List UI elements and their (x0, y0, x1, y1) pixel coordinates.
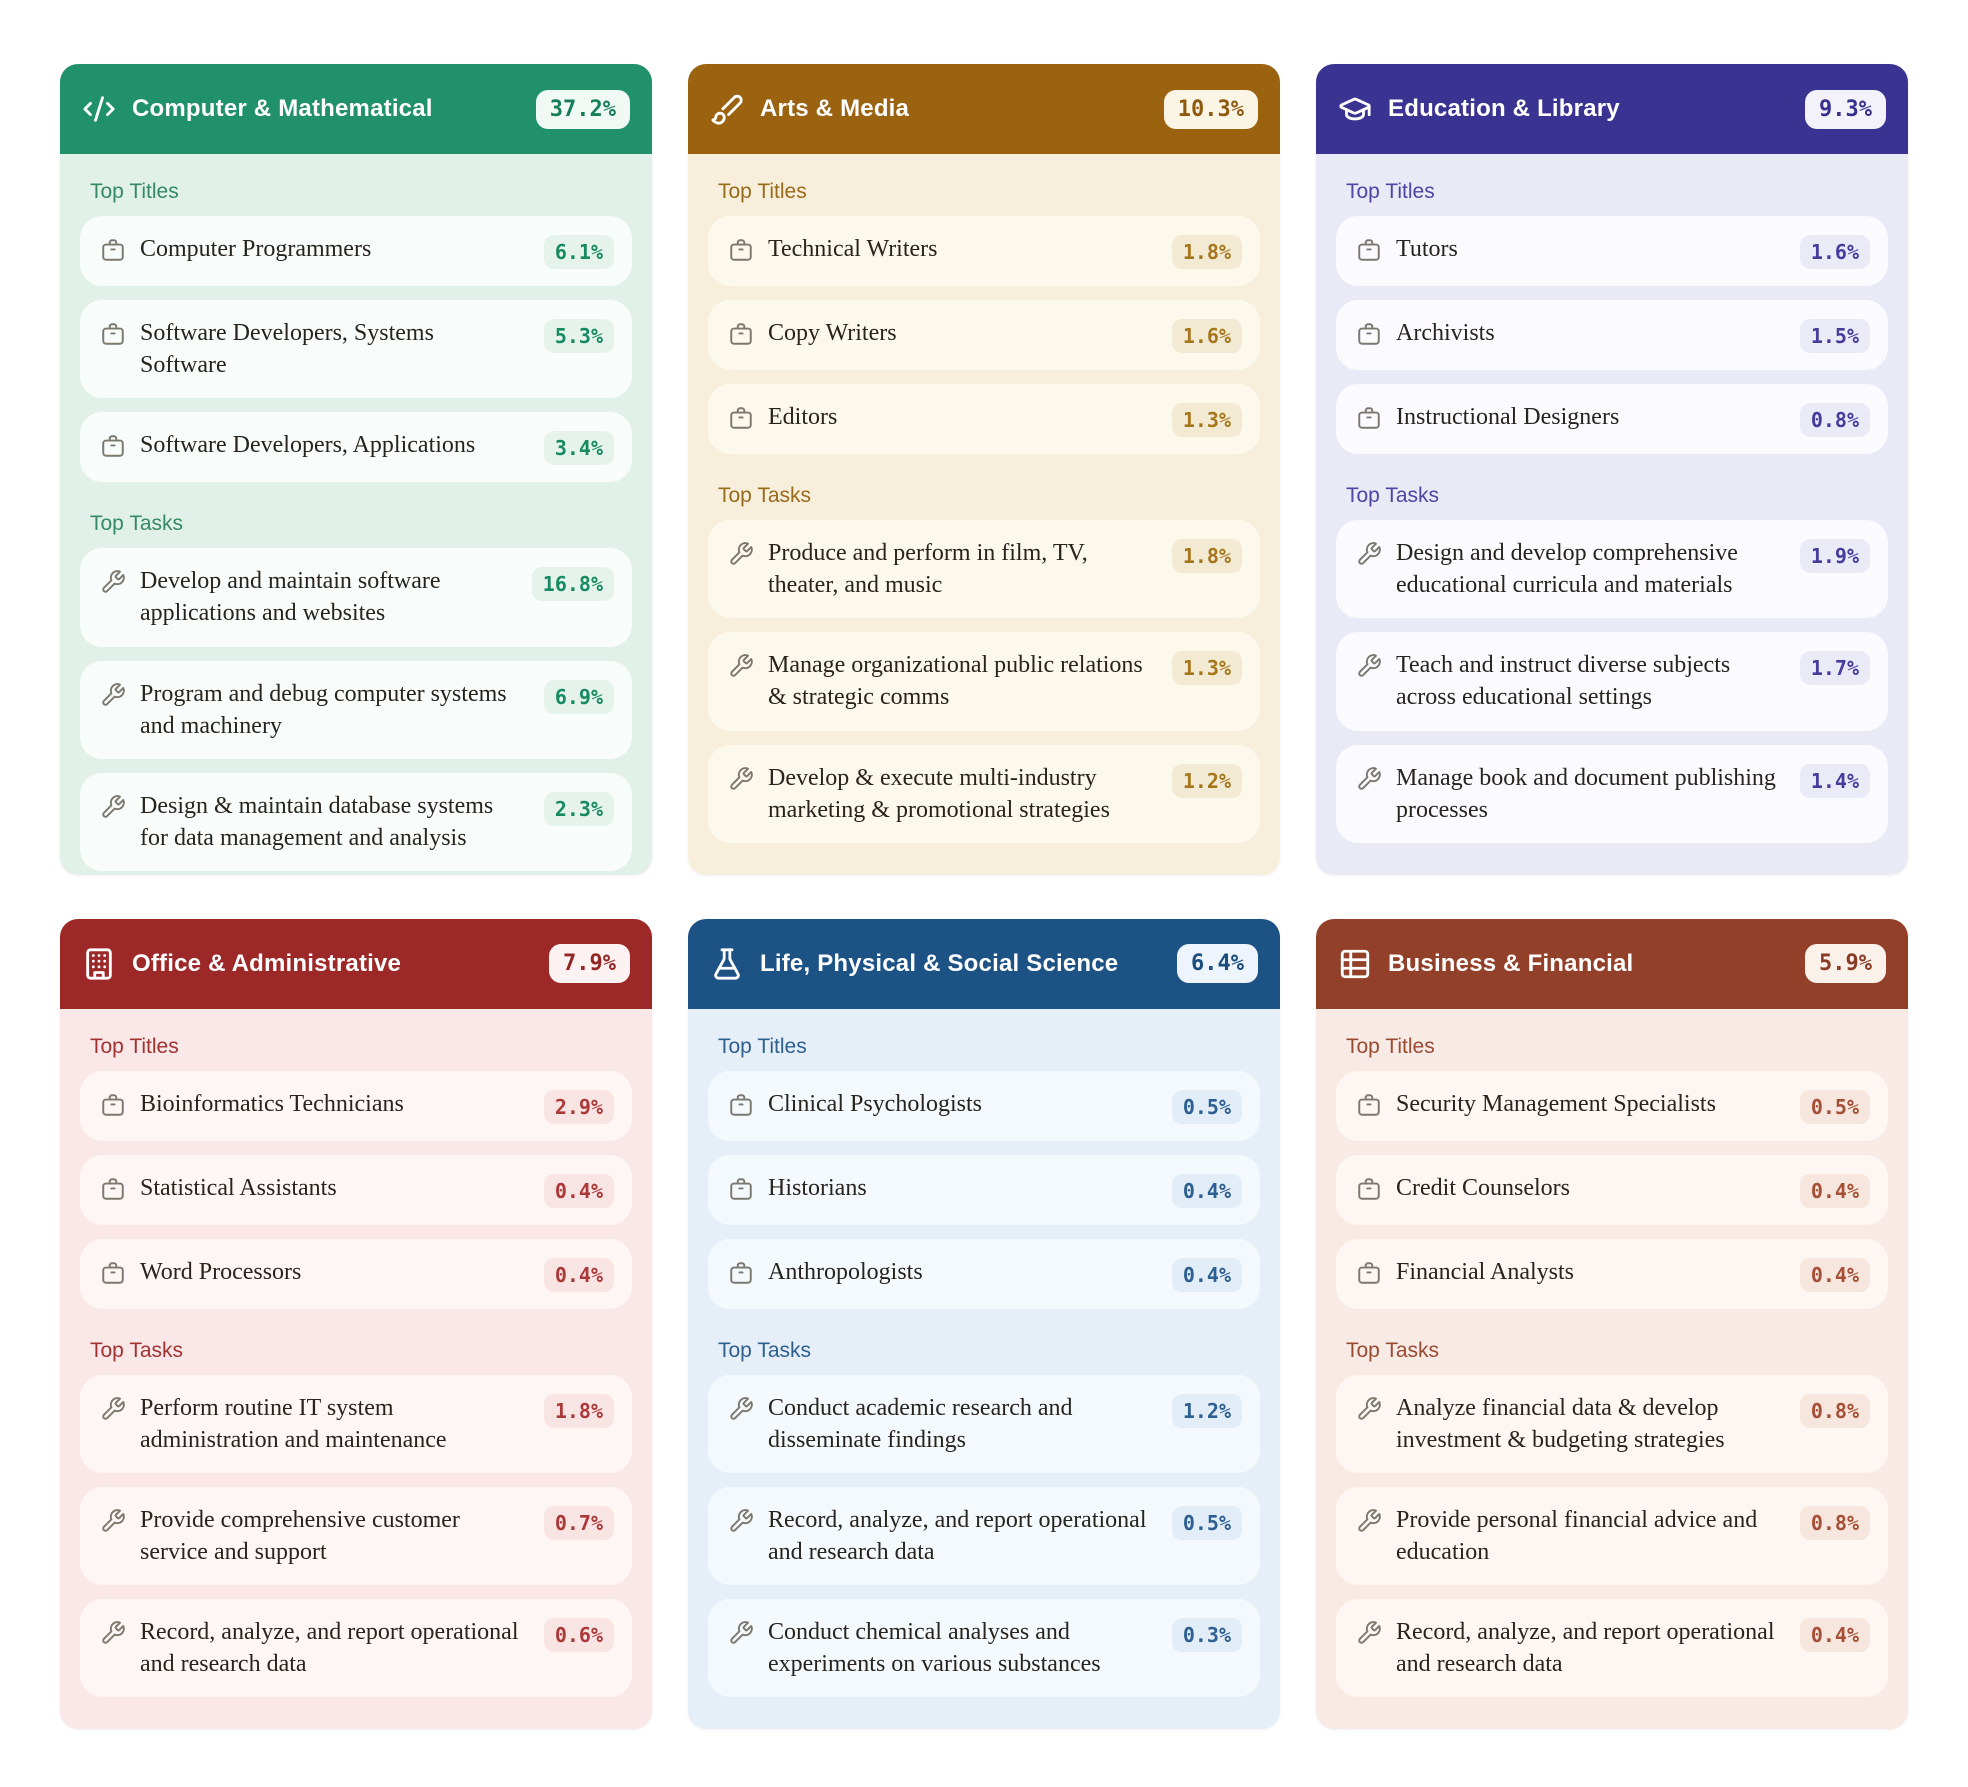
task-item-label: Provide personal financial advice and education (1396, 1506, 1758, 1565)
title-item (708, 1071, 1260, 1141)
task-item-percent: 1.2% (1172, 1394, 1242, 1428)
briefcase-icon (1356, 321, 1382, 347)
task-item-percent: 1.8% (1172, 539, 1242, 573)
title-item (80, 216, 632, 286)
title-item (80, 300, 632, 398)
tasks-list (80, 1375, 632, 1698)
briefcase-icon (728, 1260, 754, 1286)
task-item (80, 1487, 632, 1585)
category-percent-badge: 37.2% (536, 90, 630, 129)
task-item (708, 1599, 1260, 1697)
title-item-label: Technical Writers (768, 236, 938, 262)
briefcase-icon (728, 405, 754, 431)
title-item (80, 412, 632, 482)
wrench-icon (728, 766, 754, 792)
title-item-percent: 0.4% (1172, 1174, 1242, 1208)
category-percent-badge: 10.3% (1164, 90, 1258, 129)
task-item (80, 548, 632, 646)
title-item-percent: 1.8% (1172, 235, 1242, 269)
card-header (60, 64, 652, 154)
paintbrush-icon (710, 92, 744, 126)
category-percent-badge: 6.4% (1177, 944, 1258, 983)
tasks-list (80, 548, 632, 871)
task-item (708, 745, 1260, 843)
card-header (1316, 919, 1908, 1009)
card-header (688, 919, 1280, 1009)
task-item (1336, 632, 1888, 730)
tasks-list (708, 520, 1260, 843)
briefcase-icon (728, 1092, 754, 1118)
title-item (708, 384, 1260, 454)
title-item-label: Software Developers, Applications (140, 432, 476, 459)
briefcase-icon (100, 321, 126, 347)
title-item-percent: 1.6% (1172, 319, 1242, 353)
title-item-label: Anthropologists (768, 1258, 923, 1285)
top-titles-label: Top Titles (90, 180, 179, 203)
graduation-cap-icon (1338, 92, 1372, 126)
title-item-percent: 3.4% (544, 431, 614, 465)
briefcase-icon (1356, 237, 1382, 263)
title-item-percent: 0.8% (1800, 403, 1870, 437)
wrench-icon (1356, 1508, 1382, 1534)
card-education-library (1316, 64, 1908, 875)
wrench-icon (1356, 653, 1382, 679)
title-item-percent: 0.4% (544, 1174, 614, 1208)
title-item-label: Bioinformatics Technicians (140, 1090, 404, 1117)
task-item-label: Design & maintain database systems for data management and analysis (140, 792, 494, 852)
title-item-label: Editors (768, 404, 838, 430)
top-tasks-label: Top Tasks (90, 512, 183, 536)
category-percent-badge: 9.3% (1805, 90, 1886, 129)
wrench-icon (728, 1620, 754, 1646)
wrench-icon (728, 541, 754, 567)
card-header (60, 919, 652, 1009)
briefcase-icon (1356, 1176, 1382, 1202)
title-item-percent: 0.4% (544, 1258, 614, 1292)
task-item (708, 632, 1260, 730)
task-item-label: Teach and instruct diverse subjects across educational settings (1396, 652, 1731, 711)
briefcase-icon (1356, 1092, 1382, 1118)
task-item-label: Program and debug computer systems and machinery (140, 680, 507, 739)
top-titles-label: Top Titles (718, 180, 807, 203)
task-item-percent: 0.3% (1172, 1618, 1242, 1652)
title-item (1336, 384, 1888, 454)
task-item-label: Perform routine IT system administration and maintenance (140, 1394, 447, 1453)
briefcase-icon (728, 1176, 754, 1202)
title-item-label: Instructional Designers (1396, 404, 1620, 430)
task-item-percent: 1.7% (1800, 651, 1870, 685)
top-tasks-label: Top Tasks (90, 1338, 183, 1362)
title-item (1336, 1071, 1888, 1141)
task-item-percent: 0.4% (1800, 1618, 1870, 1652)
briefcase-icon (1356, 405, 1382, 431)
title-item (80, 1071, 632, 1141)
title-item-percent: 5.3% (544, 319, 614, 353)
task-item-label: Design and develop comprehensive educational curricula and materials (1396, 540, 1738, 599)
card-body (1316, 1009, 1908, 1730)
task-item-label: Manage book and document publishing processes (1396, 764, 1776, 823)
code-icon (82, 92, 116, 126)
task-item (708, 1487, 1260, 1585)
title-item-label: Computer Programmers (140, 236, 372, 262)
task-item-percent: 6.9% (544, 680, 614, 714)
title-item (80, 1239, 632, 1309)
tasks-list (1336, 1375, 1888, 1698)
title-item (708, 300, 1260, 370)
table-icon (1338, 947, 1372, 981)
task-item-percent: 16.8% (532, 567, 614, 601)
category-percent-badge: 5.9% (1805, 944, 1886, 983)
title-item (80, 1155, 632, 1225)
card-life-physical-social-science (688, 919, 1280, 1730)
briefcase-icon (100, 1092, 126, 1118)
title-item-label: Tutors (1396, 236, 1458, 262)
top-tasks-label: Top Tasks (718, 484, 811, 507)
briefcase-icon (100, 433, 126, 459)
title-item-label: Software Developers, Systems Software (140, 320, 434, 379)
wrench-icon (100, 682, 126, 708)
title-item-label: Clinical Psychologists (768, 1090, 983, 1117)
title-item (1336, 1239, 1888, 1309)
card-office-administrative (60, 919, 652, 1730)
task-item-percent: 0.7% (544, 1506, 614, 1540)
task-item (1336, 745, 1888, 843)
category-title: Education & Library (1388, 95, 1620, 122)
task-item-percent: 2.3% (544, 792, 614, 826)
briefcase-icon (100, 1260, 126, 1286)
task-item (708, 1375, 1260, 1473)
title-item (708, 1155, 1260, 1225)
card-business-financial (1316, 919, 1908, 1730)
task-item-percent: 0.8% (1800, 1394, 1870, 1428)
title-item-label: Copy Writers (768, 320, 897, 346)
title-item-label: Archivists (1396, 320, 1495, 346)
card-arts-media (688, 64, 1280, 875)
card-body (1316, 154, 1908, 875)
task-item-label: Record, analyze, and report operational and research data (1396, 1619, 1775, 1678)
title-item-percent: 1.5% (1800, 319, 1870, 353)
task-item-label: Develop & execute multi-industry marketing & promotional strategies (768, 764, 1110, 823)
top-tasks-label: Top Tasks (1346, 1338, 1439, 1362)
title-item-percent: 1.6% (1800, 235, 1870, 269)
title-item-percent: 0.5% (1800, 1090, 1870, 1124)
task-item (80, 1599, 632, 1697)
wrench-icon (1356, 1396, 1382, 1422)
task-item-label: Analyze financial data & develop investment & budgeting strategies (1396, 1394, 1725, 1453)
task-item (708, 520, 1260, 618)
task-item-percent: 1.8% (544, 1394, 614, 1428)
title-item-percent: 0.4% (1800, 1174, 1870, 1208)
title-item-label: Security Management Specialists (1396, 1090, 1716, 1117)
briefcase-icon (100, 237, 126, 263)
title-item-percent: 6.1% (544, 235, 614, 269)
title-item-percent: 2.9% (544, 1090, 614, 1124)
task-item-label: Provide comprehensive customer service and support (140, 1506, 460, 1565)
task-item-label: Conduct chemical analyses and experiments on various substances (768, 1619, 1101, 1678)
task-item-label: Record, analyze, and report operational and research data (768, 1506, 1147, 1565)
category-title: Office & Administrative (132, 949, 402, 977)
card-computer-mathematical (60, 64, 652, 875)
wrench-icon (100, 1508, 126, 1534)
task-item (80, 773, 632, 871)
card-header (688, 64, 1280, 154)
task-item-percent: 0.8% (1800, 1506, 1870, 1540)
top-titles-label: Top Titles (718, 1034, 807, 1058)
top-titles-label: Top Titles (1346, 180, 1435, 203)
titles-list (1336, 1071, 1888, 1309)
top-tasks-label: Top Tasks (1346, 484, 1439, 507)
building-icon (82, 947, 116, 981)
titles-list (708, 1071, 1260, 1309)
task-item-percent: 1.3% (1172, 651, 1242, 685)
title-item-label: Historians (768, 1174, 867, 1201)
card-body (60, 154, 652, 875)
task-item (80, 661, 632, 759)
task-item-percent: 1.9% (1800, 539, 1870, 573)
wrench-icon (100, 794, 126, 820)
category-title: Life, Physical & Social Science (760, 949, 1119, 977)
wrench-icon (1356, 541, 1382, 567)
card-body (688, 154, 1280, 875)
briefcase-icon (728, 237, 754, 263)
wrench-icon (728, 1396, 754, 1422)
task-item-label: Develop and maintain software applications and websites (140, 568, 441, 627)
category-title: Business & Financial (1388, 949, 1634, 977)
title-item (1336, 216, 1888, 286)
tasks-list (1336, 520, 1888, 843)
top-tasks-label: Top Tasks (718, 1338, 811, 1362)
task-item-label: Conduct academic research and disseminate findings (768, 1394, 1073, 1453)
titles-list (708, 216, 1260, 454)
wrench-icon (1356, 1620, 1382, 1646)
task-item (1336, 520, 1888, 618)
task-item-percent: 0.5% (1172, 1506, 1242, 1540)
titles-list (80, 1071, 632, 1309)
task-item-percent: 1.2% (1172, 764, 1242, 798)
title-item-percent: 1.3% (1172, 403, 1242, 437)
title-item-label: Credit Counselors (1396, 1174, 1570, 1201)
briefcase-icon (1356, 1260, 1382, 1286)
briefcase-icon (728, 321, 754, 347)
task-item (1336, 1599, 1888, 1697)
title-item-label: Financial Analysts (1396, 1258, 1574, 1285)
wrench-icon (100, 1620, 126, 1646)
wrench-icon (728, 653, 754, 679)
titles-list (80, 216, 632, 482)
task-item-label: Record, analyze, and report operational and research data (140, 1619, 519, 1678)
title-item (708, 1239, 1260, 1309)
task-item (1336, 1375, 1888, 1473)
titles-list (1336, 216, 1888, 454)
title-item-label: Word Processors (140, 1258, 302, 1285)
card-body (688, 1009, 1280, 1730)
task-item (1336, 1487, 1888, 1585)
card-header (1316, 64, 1908, 154)
title-item (708, 216, 1260, 286)
category-percent-badge: 7.9% (549, 944, 630, 983)
title-item (1336, 300, 1888, 370)
wrench-icon (100, 569, 126, 595)
task-item-label: Manage organizational public relations & strategic comms (768, 652, 1143, 711)
title-item-percent: 0.4% (1172, 1258, 1242, 1292)
top-titles-label: Top Titles (1346, 1034, 1435, 1058)
task-item-percent: 1.4% (1800, 764, 1870, 798)
briefcase-icon (100, 1176, 126, 1202)
title-item-label: Statistical Assistants (140, 1174, 337, 1201)
wrench-icon (728, 1508, 754, 1534)
wrench-icon (1356, 766, 1382, 792)
task-item-percent: 0.6% (544, 1618, 614, 1652)
title-item-percent: 0.5% (1172, 1090, 1242, 1124)
card-body (60, 1009, 652, 1730)
wrench-icon (100, 1396, 126, 1422)
tasks-list (708, 1375, 1260, 1698)
task-item (80, 1375, 632, 1473)
title-item-percent: 0.4% (1800, 1258, 1870, 1292)
category-title: Computer & Mathematical (132, 95, 433, 122)
flask-icon (710, 947, 744, 981)
title-item (1336, 1155, 1888, 1225)
category-title: Arts & Media (760, 95, 910, 122)
task-item-label: Produce and perform in film, TV, theater, and music (768, 540, 1088, 599)
top-titles-label: Top Titles (90, 1034, 179, 1058)
